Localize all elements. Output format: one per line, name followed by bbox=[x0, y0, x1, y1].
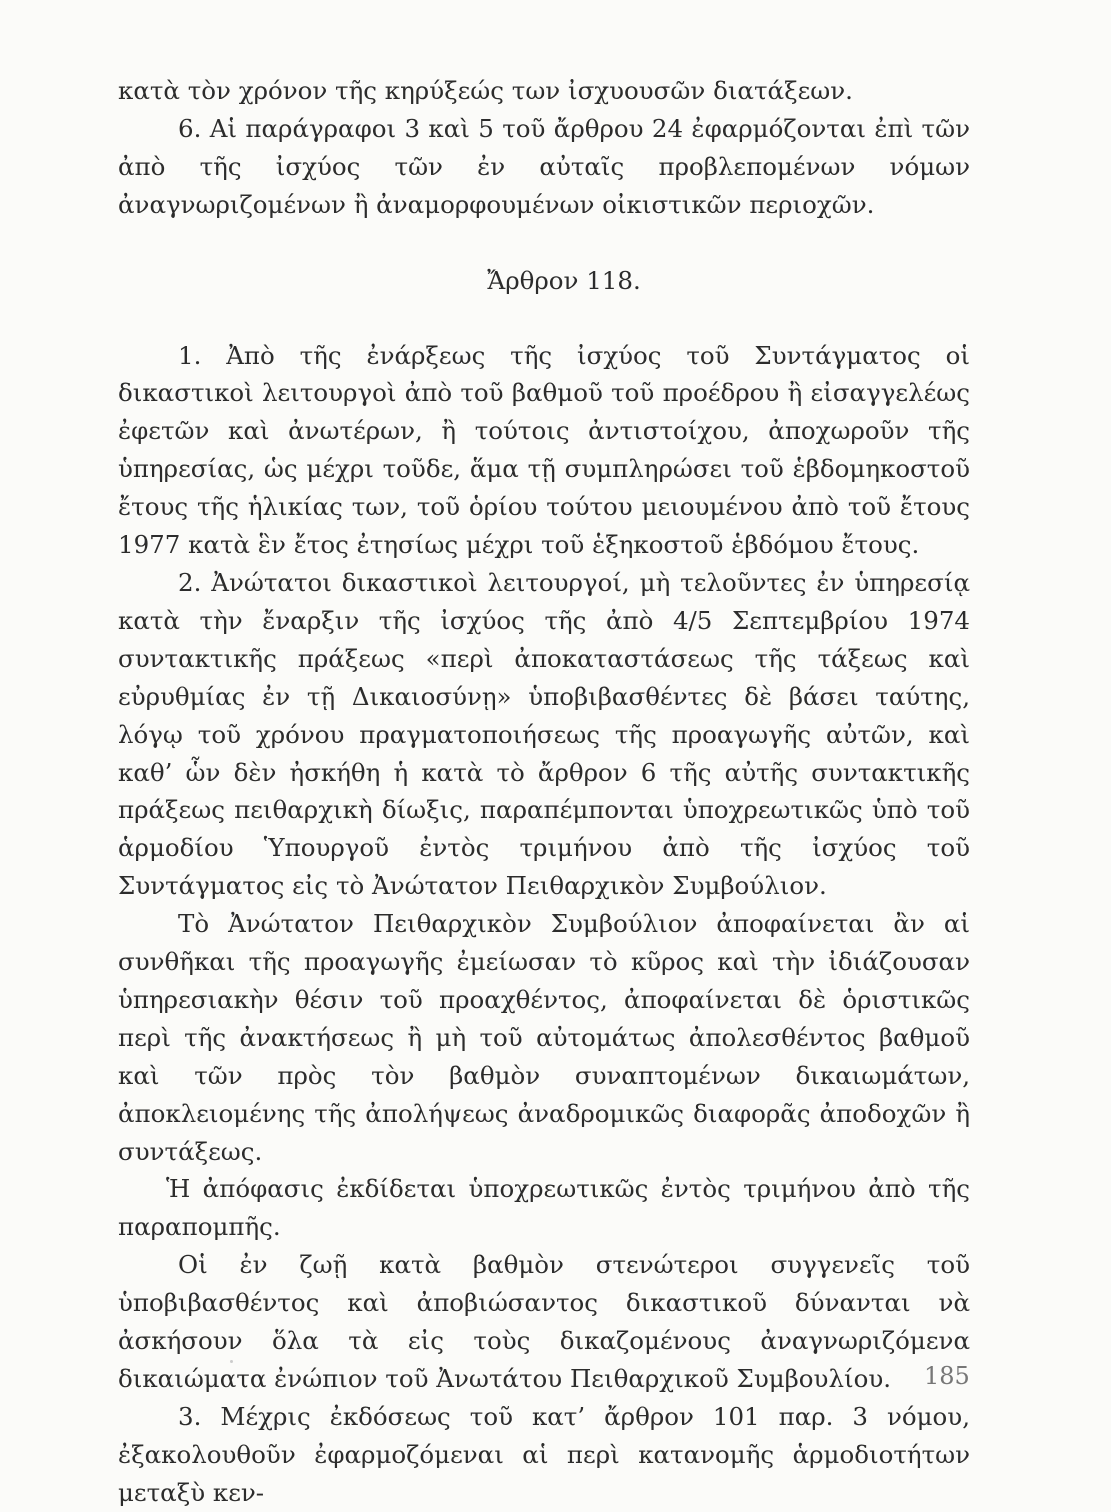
paragraph-2-council: Τὸ Ἀνώτατον Πειθαρχικὸν Συμβούλιον ἀποφαίνεται ἂν αἱ συνθῆκαι τῆς προαγωγῆς ἐμείωσαν τὸ κῦρος καὶ τὴν ἰδιάζουσαν ὑπηρεσιακὴν θέσιν τοῦ προαχθέντος, ἀποφαίνεται δὲ ὁριστικῶς περὶ τῆς ἀνακτήσεως ἢ μὴ τοῦ αὐτομάτως ἀπολεσθέντος βαθμοῦ καὶ τῶν πρὸς τὸν βαθμὸν συναπτομένων δικαιωμάτων, ἀποκλειομένης τῆς ἀπολήψεως ἀναδρομικῶς διαφορᾶς ἀποδοχῶν ἢ συντάξεως. bbox=[118, 909, 970, 1166]
paragraph-1: 1. Ἀπὸ τῆς ἐνάρξεως τῆς ἰσχύος τοῦ Συντάγματος οἱ δικαστικοὶ λειτουργοὶ ἀπὸ τοῦ βαθμοῦ τοῦ προέδρου ἢ εἰσαγγελέως ἐφετῶν καὶ ἀνωτέρων, ἢ τούτοις ἀντιστοίχου, ἀποχωροῦν τῆς ὑπηρεσίας, ὡς μέχρι τοῦδε, ἅμα τῇ συμπληρώσει τοῦ ἑβδομηκοστοῦ ἔτους τῆς ἡλικίας των, τοῦ ὁρίου τούτου μειουμένου ἀπὸ τοῦ ἔτους 1977 κατὰ ἓν ἔτος ἐτησίως μέχρι τοῦ ἑξηκοστοῦ ἑβδόμου ἔτους. bbox=[118, 340, 970, 560]
paragraph-3: 3. Μέχρις ἐκδόσεως τοῦ κατ’ ἄρθρον 101 παρ. 3 νόμου, ἐξακολουθοῦν ἐφαρμοζόμεναι αἱ περὶ κατανομῆς ἁρμοδιοτήτων μεταξὺ κεν- bbox=[118, 1401, 970, 1507]
scan-speck bbox=[230, 1360, 233, 1363]
page-number: 185 bbox=[924, 1362, 970, 1390]
continuation-line: κατὰ τὸν χρόνον τῆς κηρύξεώς των ἰσχυουσῶν διατάξεων. bbox=[118, 76, 853, 105]
paragraph-6: 6. Αἱ παράγραφοι 3 καὶ 5 τοῦ ἄρθρου 24 ἐφαρμόζονται ἐπὶ τῶν ἀπὸ τῆς ἰσχύος τῶν ἐν αὐταῖς προβλεπομένων νόμων ἀναγνωριζομένων ἢ ἀναμορφουμένων οἰκιστικῶν περιοχῶν. bbox=[118, 113, 970, 219]
paragraph-2-relatives: Οἱ ἐν ζωῇ κατὰ βαθμὸν στενώτεροι συγγενεῖς τοῦ ὑποβιβασθέντος καὶ ἀποβιώσαντος δικαστικοῦ δύνανται νὰ ἀσκήσουν ὅλα τὰ εἰς τοὺς δικαζομένους ἀναγνωριζόμενα δικαιώματα ἐνώπιον τοῦ Ἀνωτάτου Πειθαρχικοῦ Συμβουλίου. bbox=[118, 1250, 970, 1393]
document-body bbox=[118, 72, 970, 1512]
paragraph-2: 2. Ἀνώτατοι δικαστικοὶ λειτουργοί, μὴ τελοῦντες ἐν ὑπηρεσίᾳ κατὰ τὴν ἔναρξιν τῆς ἰσχύος τῆς ἀπὸ 4/5 Σεπτεμβρίου 1974 συντακτικῆς πράξεως «περὶ ἀποκαταστάσεως τῆς τάξεως καὶ εὐρυθμίας ἐν τῇ Δικαιοσύνῃ» ὑποβιβασθέντες δὲ βάσει ταύτης, λόγῳ τοῦ χρόνου πραγματοποιήσεως τῆς προαγωγῆς αὐτῶν, καὶ καθ’ ὧν δὲν ἠσκήθη ἡ κατὰ τὸ ἄρθρον 6 τῆς αὐτῆς συντακτικῆς πράξεως πειθαρχικὴ δίωξις, παραπέμπονται ὑποχρεωτικῶς ὑπὸ τοῦ ἁρμοδίου Ὑπουργοῦ ἐντὸς τριμήνου ἀπὸ τῆς ἰσχύος τοῦ Συντάγματος εἰς τὸ Ἀνώτατον Πειθαρχικὸν Συμβούλιον. bbox=[118, 567, 970, 901]
paragraph-2-decision: Ἡ ἀπόφασις ἐκδίδεται ὑποχρεωτικῶς ἐντὸς τριμήνου ἀπὸ τῆς παραπομπῆς. bbox=[118, 1174, 970, 1242]
article-heading: Ἄρθρον 118. bbox=[487, 265, 641, 295]
